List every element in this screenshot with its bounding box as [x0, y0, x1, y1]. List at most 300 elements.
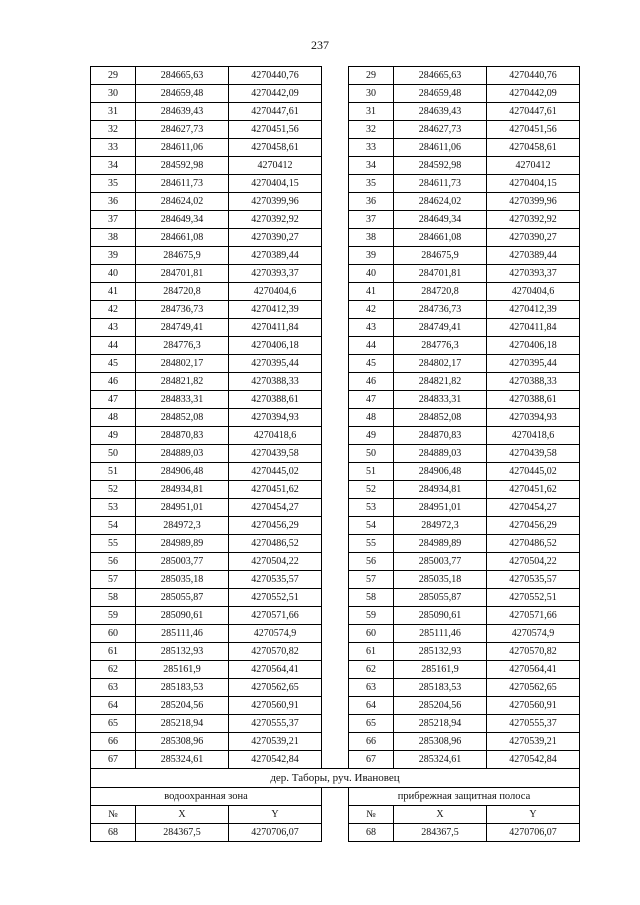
- left-y-coordinate: 4270439,58: [229, 445, 322, 463]
- left-point-number: 38: [91, 229, 136, 247]
- right-x-coordinate: 284934,81: [394, 481, 487, 499]
- right-y-coordinate: 4270539,21: [487, 733, 580, 751]
- right-y-coordinate: 4270411,84: [487, 319, 580, 337]
- left-x-coordinate: 284802,17: [136, 355, 229, 373]
- section-title: дер. Таборы, руч. Ивановец: [91, 769, 580, 788]
- right-x-coordinate: 284972,3: [394, 517, 487, 535]
- left-x-coordinate: 285003,77: [136, 553, 229, 571]
- table-row: [91, 824, 580, 842]
- left-y-coordinate: 4270412,39: [229, 301, 322, 319]
- column-gap: [322, 607, 349, 625]
- right-x-coordinate: 284989,89: [394, 535, 487, 553]
- left-x-coordinate: 285204,56: [136, 697, 229, 715]
- column-gap: [322, 157, 349, 175]
- column-gap: [322, 643, 349, 661]
- right-y-coordinate: 4270535,57: [487, 571, 580, 589]
- right-number-header: №: [349, 806, 394, 824]
- left-x-coordinate: 284624,02: [136, 193, 229, 211]
- right-x-coordinate: 284870,83: [394, 427, 487, 445]
- right-point-number: 34: [349, 157, 394, 175]
- table-row: [91, 499, 580, 517]
- left-y-coordinate: 4270393,37: [229, 265, 322, 283]
- right-point-number: 57: [349, 571, 394, 589]
- table-row: [91, 211, 580, 229]
- left-point-number: 51: [91, 463, 136, 481]
- right-y-coordinate: 4270447,61: [487, 103, 580, 121]
- left-y-coordinate: 4270456,29: [229, 517, 322, 535]
- left-x-coordinate: 284889,03: [136, 445, 229, 463]
- right-y-coordinate: 4270389,44: [487, 247, 580, 265]
- right-y-coordinate: 4270399,96: [487, 193, 580, 211]
- right-point-number: 51: [349, 463, 394, 481]
- table-row: [91, 175, 580, 193]
- right-point-number: 45: [349, 355, 394, 373]
- left-point-number: 30: [91, 85, 136, 103]
- left-y-coordinate: 4270399,96: [229, 193, 322, 211]
- table-row: [91, 679, 580, 697]
- right-y-coordinate: 4270555,37: [487, 715, 580, 733]
- right-y-coordinate: 4270442,09: [487, 85, 580, 103]
- column-gap: [322, 247, 349, 265]
- left-point-number: 37: [91, 211, 136, 229]
- column-gap: [322, 463, 349, 481]
- left-x-coordinate: 284852,08: [136, 409, 229, 427]
- left-y-coordinate: 4270451,56: [229, 121, 322, 139]
- right-point-number: 30: [349, 85, 394, 103]
- left-x-coordinate: 284776,3: [136, 337, 229, 355]
- table-row: [91, 463, 580, 481]
- right-x-coordinate: 284675,9: [394, 247, 487, 265]
- left-y-coordinate: 4270504,22: [229, 553, 322, 571]
- left-point-number: 60: [91, 625, 136, 643]
- column-gap: [322, 481, 349, 499]
- zone-header-row: [91, 788, 580, 806]
- right-x-coordinate: 285003,77: [394, 553, 487, 571]
- column-gap: [322, 103, 349, 121]
- right-point-number: 56: [349, 553, 394, 571]
- table-row: [91, 337, 580, 355]
- table-row: [91, 661, 580, 679]
- left-point-number: 36: [91, 193, 136, 211]
- column-gap: [322, 553, 349, 571]
- right-y-coordinate: 4270392,92: [487, 211, 580, 229]
- column-gap: [322, 409, 349, 427]
- left-x-coordinate: 284665,63: [136, 67, 229, 85]
- left-x-coordinate: 285132,93: [136, 643, 229, 661]
- column-gap: [322, 427, 349, 445]
- column-gap: [322, 824, 349, 842]
- table-row: [91, 229, 580, 247]
- right-point-number: 40: [349, 265, 394, 283]
- right-y-coordinate: 4270388,33: [487, 373, 580, 391]
- right-y-coordinate: 4270394,93: [487, 409, 580, 427]
- left-y-coordinate: 4270388,33: [229, 373, 322, 391]
- right-y-coordinate: 4270393,37: [487, 265, 580, 283]
- left-point-number: 63: [91, 679, 136, 697]
- table-row: [91, 535, 580, 553]
- right-x-coordinate: 285161,9: [394, 661, 487, 679]
- left-point-number: 48: [91, 409, 136, 427]
- left-point-number: 32: [91, 121, 136, 139]
- table-row: [91, 427, 580, 445]
- right-y-coordinate: 4270404,15: [487, 175, 580, 193]
- right-x-coordinate: 285183,53: [394, 679, 487, 697]
- right-point-number: 49: [349, 427, 394, 445]
- column-gap: [322, 337, 349, 355]
- table-row: [91, 697, 580, 715]
- left-zone-title: водоохранная зона: [91, 788, 322, 806]
- section-title-row: [91, 769, 580, 788]
- right-point-number: 68: [349, 824, 394, 842]
- right-x-coordinate: 284611,73: [394, 175, 487, 193]
- column-header-row: [91, 806, 580, 824]
- left-point-number: 65: [91, 715, 136, 733]
- column-gap: [322, 697, 349, 715]
- right-y-coordinate: 4270439,58: [487, 445, 580, 463]
- right-point-number: 64: [349, 697, 394, 715]
- left-y-coordinate: 4270440,76: [229, 67, 322, 85]
- right-y-coordinate: 4270388,61: [487, 391, 580, 409]
- table-row: [91, 589, 580, 607]
- left-y-coordinate: 4270570,82: [229, 643, 322, 661]
- right-x-coordinate: 284749,41: [394, 319, 487, 337]
- table-row: [91, 265, 580, 283]
- left-number-header: №: [91, 806, 136, 824]
- left-x-coordinate: 284821,82: [136, 373, 229, 391]
- right-point-number: 50: [349, 445, 394, 463]
- left-x-coordinate: 284627,73: [136, 121, 229, 139]
- left-x-coordinate: 285324,61: [136, 751, 229, 769]
- right-y-coordinate: 4270706,07: [487, 824, 580, 842]
- column-gap: [322, 751, 349, 769]
- left-x-coordinate: 284367,5: [136, 824, 229, 842]
- left-y-coordinate: 4270388,61: [229, 391, 322, 409]
- right-point-number: 31: [349, 103, 394, 121]
- left-y-coordinate: 4270486,52: [229, 535, 322, 553]
- left-x-coordinate: 285308,96: [136, 733, 229, 751]
- left-y-coordinate: 4270392,92: [229, 211, 322, 229]
- left-x-coordinate: 284720,8: [136, 283, 229, 301]
- right-point-number: 53: [349, 499, 394, 517]
- table-row: [91, 103, 580, 121]
- right-x-coordinate: 284821,82: [394, 373, 487, 391]
- left-y-coordinate: 4270404,15: [229, 175, 322, 193]
- right-x-coordinate: 285132,93: [394, 643, 487, 661]
- left-y-coordinate: 4270404,6: [229, 283, 322, 301]
- right-y-coordinate: 4270571,66: [487, 607, 580, 625]
- left-y-coordinate: 4270442,09: [229, 85, 322, 103]
- table-row: [91, 139, 580, 157]
- left-y-coordinate: 4270552,51: [229, 589, 322, 607]
- left-point-number: 68: [91, 824, 136, 842]
- column-gap: [322, 301, 349, 319]
- right-x-coordinate: 284906,48: [394, 463, 487, 481]
- right-x-coordinate: 284367,5: [394, 824, 487, 842]
- right-point-number: 42: [349, 301, 394, 319]
- right-x-coordinate: 285055,87: [394, 589, 487, 607]
- right-point-number: 39: [349, 247, 394, 265]
- left-point-number: 56: [91, 553, 136, 571]
- column-gap: [322, 85, 349, 103]
- right-y-coordinate: 4270445,02: [487, 463, 580, 481]
- column-gap: [322, 319, 349, 337]
- table-row: [91, 571, 580, 589]
- column-gap: [322, 661, 349, 679]
- column-gap: [322, 733, 349, 751]
- right-point-number: 41: [349, 283, 394, 301]
- left-x-coordinate: 284906,48: [136, 463, 229, 481]
- column-gap: [322, 445, 349, 463]
- table-row: [91, 409, 580, 427]
- table-row: [91, 301, 580, 319]
- table-row: [91, 625, 580, 643]
- left-x-coordinate: 284870,83: [136, 427, 229, 445]
- table-row: [91, 85, 580, 103]
- left-x-coordinate: 284639,43: [136, 103, 229, 121]
- right-y-coordinate: 4270570,82: [487, 643, 580, 661]
- left-point-number: 53: [91, 499, 136, 517]
- left-x-coordinate: 284833,31: [136, 391, 229, 409]
- right-x-coordinate: 285308,96: [394, 733, 487, 751]
- right-point-number: 33: [349, 139, 394, 157]
- left-y-coordinate: 4270539,21: [229, 733, 322, 751]
- right-y-coordinate: 4270395,44: [487, 355, 580, 373]
- left-y-coordinate: 4270411,84: [229, 319, 322, 337]
- left-point-number: 35: [91, 175, 136, 193]
- right-point-number: 48: [349, 409, 394, 427]
- left-point-number: 52: [91, 481, 136, 499]
- left-point-number: 34: [91, 157, 136, 175]
- column-gap: [322, 589, 349, 607]
- left-point-number: 43: [91, 319, 136, 337]
- right-point-number: 29: [349, 67, 394, 85]
- right-point-number: 60: [349, 625, 394, 643]
- left-y-coordinate: 4270454,27: [229, 499, 322, 517]
- right-y-coordinate: 4270562,65: [487, 679, 580, 697]
- left-y-coordinate: 4270451,62: [229, 481, 322, 499]
- right-y-header: Y: [487, 806, 580, 824]
- right-y-coordinate: 4270418,6: [487, 427, 580, 445]
- right-point-number: 38: [349, 229, 394, 247]
- table-row: [91, 319, 580, 337]
- coordinates-table: [90, 66, 580, 842]
- right-x-coordinate: 284720,8: [394, 283, 487, 301]
- right-point-number: 65: [349, 715, 394, 733]
- left-point-number: 40: [91, 265, 136, 283]
- left-y-coordinate: 4270394,93: [229, 409, 322, 427]
- left-y-coordinate: 4270574,9: [229, 625, 322, 643]
- right-x-coordinate: 284665,63: [394, 67, 487, 85]
- right-point-number: 43: [349, 319, 394, 337]
- left-point-number: 64: [91, 697, 136, 715]
- right-y-coordinate: 4270390,27: [487, 229, 580, 247]
- table-row: [91, 733, 580, 751]
- right-point-number: 47: [349, 391, 394, 409]
- column-gap: [322, 175, 349, 193]
- column-gap: [322, 193, 349, 211]
- right-x-coordinate: 285324,61: [394, 751, 487, 769]
- right-x-coordinate: 285111,46: [394, 625, 487, 643]
- left-point-number: 62: [91, 661, 136, 679]
- column-gap: [322, 373, 349, 391]
- left-x-coordinate: 284659,48: [136, 85, 229, 103]
- right-point-number: 44: [349, 337, 394, 355]
- column-gap: [322, 571, 349, 589]
- left-point-number: 39: [91, 247, 136, 265]
- left-point-number: 58: [91, 589, 136, 607]
- table-row: [91, 643, 580, 661]
- right-x-coordinate: 284776,3: [394, 337, 487, 355]
- right-x-coordinate: 284661,08: [394, 229, 487, 247]
- left-point-number: 33: [91, 139, 136, 157]
- right-point-number: 59: [349, 607, 394, 625]
- right-point-number: 46: [349, 373, 394, 391]
- right-x-header: X: [394, 806, 487, 824]
- table-row: [91, 193, 580, 211]
- left-x-coordinate: 284989,89: [136, 535, 229, 553]
- column-gap: [322, 391, 349, 409]
- left-y-coordinate: 4270389,44: [229, 247, 322, 265]
- left-point-number: 41: [91, 283, 136, 301]
- column-gap: [322, 715, 349, 733]
- right-y-coordinate: 4270564,41: [487, 661, 580, 679]
- right-y-coordinate: 4270552,51: [487, 589, 580, 607]
- right-point-number: 58: [349, 589, 394, 607]
- table-row: [91, 283, 580, 301]
- column-gap: [322, 535, 349, 553]
- left-y-coordinate: 4270542,84: [229, 751, 322, 769]
- table-row: [91, 355, 580, 373]
- left-point-number: 55: [91, 535, 136, 553]
- left-point-number: 66: [91, 733, 136, 751]
- right-y-coordinate: 4270451,62: [487, 481, 580, 499]
- left-point-number: 54: [91, 517, 136, 535]
- left-x-coordinate: 284701,81: [136, 265, 229, 283]
- left-x-coordinate: 284661,08: [136, 229, 229, 247]
- table-row: [91, 157, 580, 175]
- column-gap: [322, 355, 349, 373]
- table-row: [91, 517, 580, 535]
- left-y-coordinate: 4270562,65: [229, 679, 322, 697]
- column-gap: [322, 67, 349, 85]
- column-gap: [322, 121, 349, 139]
- right-point-number: 52: [349, 481, 394, 499]
- right-x-coordinate: 284852,08: [394, 409, 487, 427]
- right-x-coordinate: 284649,34: [394, 211, 487, 229]
- left-y-coordinate: 4270458,61: [229, 139, 322, 157]
- right-y-coordinate: 4270486,52: [487, 535, 580, 553]
- table-row: [91, 247, 580, 265]
- left-y-coordinate: 4270447,61: [229, 103, 322, 121]
- left-y-coordinate: 4270555,37: [229, 715, 322, 733]
- left-point-number: 31: [91, 103, 136, 121]
- right-x-coordinate: 284951,01: [394, 499, 487, 517]
- right-x-coordinate: 285204,56: [394, 697, 487, 715]
- right-x-coordinate: 284659,48: [394, 85, 487, 103]
- table-row: [91, 391, 580, 409]
- left-x-coordinate: 284951,01: [136, 499, 229, 517]
- right-y-coordinate: 4270454,27: [487, 499, 580, 517]
- right-x-coordinate: 284624,02: [394, 193, 487, 211]
- column-gap: [322, 517, 349, 535]
- table-row: [91, 607, 580, 625]
- right-y-coordinate: 4270542,84: [487, 751, 580, 769]
- column-gap: [322, 788, 349, 806]
- right-point-number: 62: [349, 661, 394, 679]
- right-y-coordinate: 4270456,29: [487, 517, 580, 535]
- left-point-number: 67: [91, 751, 136, 769]
- right-y-coordinate: 4270412: [487, 157, 580, 175]
- left-x-coordinate: 284649,34: [136, 211, 229, 229]
- table-row: [91, 445, 580, 463]
- left-x-header: X: [136, 806, 229, 824]
- left-point-number: 45: [91, 355, 136, 373]
- left-y-coordinate: 4270560,91: [229, 697, 322, 715]
- left-y-coordinate: 4270412: [229, 157, 322, 175]
- left-x-coordinate: 284592,98: [136, 157, 229, 175]
- column-gap: [322, 625, 349, 643]
- left-point-number: 59: [91, 607, 136, 625]
- column-gap: [322, 806, 349, 824]
- right-y-coordinate: 4270406,18: [487, 337, 580, 355]
- left-point-number: 49: [91, 427, 136, 445]
- right-zone-title: прибрежная защитная полоса: [349, 788, 580, 806]
- right-x-coordinate: 285035,18: [394, 571, 487, 589]
- left-x-coordinate: 284934,81: [136, 481, 229, 499]
- left-x-coordinate: 284736,73: [136, 301, 229, 319]
- left-y-coordinate: 4270564,41: [229, 661, 322, 679]
- left-y-coordinate: 4270418,6: [229, 427, 322, 445]
- table-row: [91, 481, 580, 499]
- column-gap: [322, 229, 349, 247]
- right-point-number: 35: [349, 175, 394, 193]
- right-point-number: 37: [349, 211, 394, 229]
- left-y-coordinate: 4270395,44: [229, 355, 322, 373]
- right-point-number: 32: [349, 121, 394, 139]
- left-point-number: 61: [91, 643, 136, 661]
- right-x-coordinate: 284627,73: [394, 121, 487, 139]
- right-x-coordinate: 285090,61: [394, 607, 487, 625]
- column-gap: [322, 265, 349, 283]
- left-x-coordinate: 285218,94: [136, 715, 229, 733]
- left-y-coordinate: 4270406,18: [229, 337, 322, 355]
- left-x-coordinate: 285055,87: [136, 589, 229, 607]
- right-x-coordinate: 284639,43: [394, 103, 487, 121]
- right-x-coordinate: 284802,17: [394, 355, 487, 373]
- right-x-coordinate: 284611,06: [394, 139, 487, 157]
- column-gap: [322, 211, 349, 229]
- right-y-coordinate: 4270451,56: [487, 121, 580, 139]
- right-y-coordinate: 4270458,61: [487, 139, 580, 157]
- page-number: 237: [311, 38, 329, 52]
- left-x-coordinate: 285090,61: [136, 607, 229, 625]
- table-row: [91, 751, 580, 769]
- right-x-coordinate: 284736,73: [394, 301, 487, 319]
- right-point-number: 63: [349, 679, 394, 697]
- left-x-coordinate: 284749,41: [136, 319, 229, 337]
- left-x-coordinate: 285161,9: [136, 661, 229, 679]
- column-gap: [322, 499, 349, 517]
- left-y-coordinate: 4270535,57: [229, 571, 322, 589]
- column-gap: [322, 283, 349, 301]
- right-y-coordinate: 4270560,91: [487, 697, 580, 715]
- left-point-number: 44: [91, 337, 136, 355]
- right-point-number: 66: [349, 733, 394, 751]
- right-y-coordinate: 4270574,9: [487, 625, 580, 643]
- right-y-coordinate: 4270412,39: [487, 301, 580, 319]
- table-row: [91, 715, 580, 733]
- left-x-coordinate: 285111,46: [136, 625, 229, 643]
